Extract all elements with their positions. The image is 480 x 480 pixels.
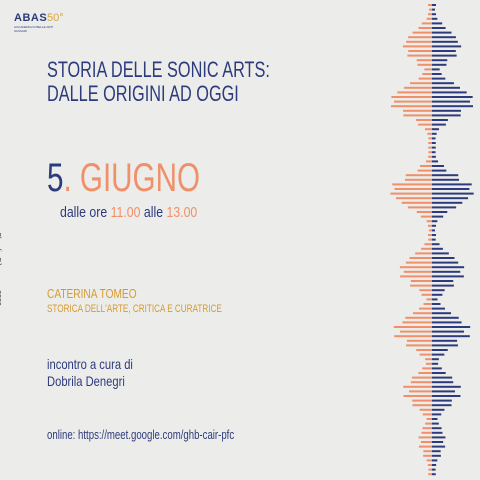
wave-bar-right — [432, 160, 438, 162]
wave-bar-right — [432, 271, 460, 273]
wave-bar-right — [432, 317, 459, 319]
wave-bar-right — [432, 32, 451, 34]
wave-bar-right — [432, 202, 462, 204]
wave-bar-right — [432, 335, 470, 337]
wave-bar-right — [432, 36, 456, 38]
wave-bar-right — [432, 331, 464, 333]
wave-bar-left — [424, 68, 432, 70]
wave-bar-right — [432, 344, 458, 346]
wave-bar-left — [419, 78, 432, 80]
date-month: GIUGNO — [79, 156, 200, 200]
wave-bar-left — [418, 27, 432, 29]
wave-bar-left — [429, 229, 432, 231]
curator-name: Dobrila Denegri — [47, 373, 125, 389]
wave-bar-right — [432, 211, 447, 213]
wave-bar-right — [432, 142, 436, 144]
wave-bar-right — [432, 340, 457, 342]
wave-bar-left — [428, 147, 432, 149]
wave-bar-right — [432, 413, 441, 415]
wave-bar-right — [432, 151, 436, 153]
wave-bar-right — [432, 133, 437, 135]
wave-bar-right — [432, 128, 439, 130]
wave-bar-right — [432, 441, 443, 443]
wave-bar-right — [432, 289, 445, 291]
wave-bar-left — [418, 124, 432, 126]
wave-bar-right — [432, 101, 470, 103]
wave-bar-left — [395, 188, 432, 190]
logo-anniversary: 50° — [47, 12, 64, 24]
wave-bar-right — [432, 165, 444, 167]
time-end: 13.00 — [166, 204, 198, 221]
wave-bar-right — [432, 188, 469, 190]
wave-bar-left — [420, 165, 432, 167]
wave-bar-left — [413, 32, 432, 34]
wave-bar-left — [410, 257, 432, 259]
wave-bar-left — [405, 317, 432, 319]
wave-bar-right — [432, 9, 435, 11]
wave-bar-right — [432, 262, 458, 264]
wave-bar-left — [422, 432, 432, 434]
wave-bar-left — [411, 280, 432, 282]
wave-bar-right — [432, 229, 435, 231]
wave-bar-right — [432, 377, 452, 379]
speaker-role: STORICA DELL'ARTE, CRITICA E CURATRICE — [47, 303, 222, 315]
wave-bar-left — [406, 262, 432, 264]
logo-subtitle: ACCADEMIA DI BELLE ARTI SASSARI — [14, 25, 54, 33]
wave-bar-left — [422, 73, 432, 75]
wave-bar-left — [422, 367, 432, 369]
wave-bar-left — [426, 160, 432, 162]
wave-bar-left — [424, 243, 432, 245]
wave-bar-left — [406, 41, 432, 43]
wave-bar-left — [429, 9, 432, 11]
wave-bar-right — [432, 436, 445, 438]
event-title — [47, 58, 269, 106]
wave-bar-left — [390, 193, 432, 195]
wave-bar-left — [427, 418, 432, 420]
wave-bar-right — [432, 459, 437, 461]
wave-bar-left — [421, 216, 432, 218]
wave-bar-right — [432, 303, 441, 305]
wave-bar-right — [432, 193, 474, 195]
wave-bar-left — [408, 36, 432, 38]
wave-bar-right — [432, 243, 440, 245]
wave-bar-left — [404, 271, 432, 273]
wave-bar-left — [421, 248, 432, 250]
wave-bar-left — [423, 303, 432, 305]
wave-bar-right — [432, 50, 456, 52]
abas-logo — [14, 12, 74, 42]
date-dot: . — [63, 156, 72, 200]
wave-bar-left — [422, 22, 432, 24]
wave-bar-right — [432, 464, 436, 466]
wave-bar-right — [432, 390, 455, 392]
wave-bar-right — [432, 13, 436, 15]
wave-bar-left — [404, 395, 432, 397]
wave-bar-left — [420, 354, 432, 356]
wave-bar-left — [428, 234, 432, 236]
wave-bar-right — [432, 147, 436, 149]
wave-bar-right — [432, 418, 437, 420]
wave-bar-left — [392, 183, 432, 185]
wave-bar-left — [423, 413, 432, 415]
wave-bar-right — [432, 252, 449, 254]
wave-bar-right — [432, 225, 436, 227]
event-time — [60, 204, 197, 221]
wave-bar-left — [426, 298, 432, 300]
wave-bar-left — [418, 170, 432, 172]
wave-bar-left — [408, 50, 432, 52]
wave-bar-right — [432, 239, 436, 241]
wave-bar-right — [432, 64, 446, 66]
wave-bar-right — [432, 216, 443, 218]
wave-bar-right — [432, 372, 446, 374]
wave-bar-right — [432, 82, 454, 84]
wave-bar-right — [432, 349, 448, 351]
wave-bar-left — [428, 239, 432, 241]
wave-bar-right — [432, 298, 438, 300]
wave-bar-right — [432, 308, 445, 310]
title-line-1: STORIA DELLE SONIC ARTS: — [47, 57, 270, 82]
wave-bar-right — [432, 234, 436, 236]
wave-bar-left — [394, 101, 432, 103]
wave-bar-right — [432, 55, 457, 57]
wave-bar-left — [412, 377, 432, 379]
wave-bar-right — [432, 455, 441, 457]
event-date — [47, 158, 200, 198]
wave-bar-right — [432, 179, 459, 181]
wave-bar-right — [432, 321, 462, 323]
wave-bar-right — [432, 174, 458, 176]
wave-bar-left — [423, 455, 432, 457]
wave-bar-left — [428, 4, 432, 6]
online-info — [47, 427, 234, 442]
wave-bar-left — [427, 18, 432, 20]
wave-bar-left — [419, 436, 432, 438]
artwork-credit — [0, 232, 1, 314]
wave-bar-right — [432, 285, 454, 287]
wave-bar-left — [425, 128, 432, 130]
wave-bar-left — [410, 82, 432, 84]
wave-bar-right — [432, 59, 447, 61]
wave-bar-right — [432, 78, 445, 80]
wave-bar-right — [432, 68, 440, 70]
wave-bar-right — [432, 206, 456, 208]
wave-bar-right — [432, 423, 439, 425]
wave-bar-right — [432, 427, 442, 429]
wave-bar-left — [418, 64, 432, 66]
wave-bar-right — [432, 114, 461, 116]
wave-bar-right — [432, 395, 460, 397]
curated-by — [47, 356, 133, 390]
wave-bar-left — [410, 285, 432, 287]
wave-bar-left — [425, 423, 432, 425]
wave-bar-left — [419, 289, 432, 291]
wave-bar-right — [432, 280, 453, 282]
wave-bar-left — [394, 335, 432, 337]
wave-bar-left — [403, 110, 432, 112]
speaker-name: CATERINA TOMEO — [47, 286, 137, 301]
wave-bar-right — [432, 312, 451, 314]
curated-label: incontro a cura di — [47, 356, 133, 372]
wave-bar-right — [432, 363, 438, 365]
wave-bar-right — [432, 4, 436, 6]
wave-bar-left — [404, 87, 432, 89]
wave-bar-left — [394, 326, 432, 328]
wave-bar-right — [432, 110, 461, 112]
wave-bar-right — [432, 91, 467, 93]
wave-bar-left — [417, 211, 432, 213]
title-line-2: DALLE ORIGINI AD OGGI — [47, 81, 239, 106]
wave-bar-left — [428, 473, 432, 475]
wave-bar-right — [432, 432, 442, 434]
wave-bar-left — [406, 344, 432, 346]
wave-bar-right — [432, 248, 443, 250]
wave-bar-right — [432, 197, 468, 199]
date-day: 5 — [47, 156, 64, 200]
sound-wave-graphic — [380, 0, 480, 480]
wave-bar-left — [406, 174, 432, 176]
credit-year — [0, 290, 1, 306]
wave-bar-right — [432, 358, 439, 360]
wave-bar-right — [432, 96, 473, 98]
wave-bar-left — [416, 349, 432, 351]
wave-bar-right — [432, 220, 437, 222]
wave-bar-right — [432, 156, 436, 158]
wave-bar-left — [402, 202, 432, 204]
wave-bar-left — [407, 55, 432, 57]
wave-bar-right — [432, 446, 445, 448]
wave-bar-left — [412, 404, 432, 406]
wave-bar-left — [396, 197, 432, 199]
wave-bar-right — [432, 404, 452, 406]
wave-bar-left — [391, 96, 432, 98]
wave-bar-left — [428, 137, 432, 139]
wave-bar-left — [417, 59, 432, 61]
credit-name — [0, 232, 1, 280]
wave-bar-right — [432, 105, 473, 107]
wave-bar-left — [409, 390, 432, 392]
wave-bar-left — [400, 331, 432, 333]
wave-bar-right — [432, 137, 436, 139]
wave-bar-right — [432, 170, 446, 172]
speaker-block — [47, 286, 283, 315]
wave-bar-right — [432, 367, 442, 369]
wave-bar-left — [425, 358, 432, 360]
wave-bar-left — [418, 372, 432, 374]
wave-bar-right — [432, 27, 446, 29]
wave-bar-left — [422, 294, 432, 296]
wave-bar-left — [419, 446, 432, 448]
wave-bar-right — [432, 450, 441, 452]
wave-bar-right — [432, 183, 472, 185]
wave-bar-right — [432, 400, 452, 402]
wave-bar-left — [428, 156, 432, 158]
wave-bar-right — [432, 124, 446, 126]
wave-bar-left — [427, 220, 432, 222]
wave-bar-left — [428, 142, 432, 144]
wave-bar-right — [432, 381, 453, 383]
wave-bar-left — [428, 469, 432, 471]
wave-bar-right — [432, 386, 461, 388]
wave-bar-left — [415, 252, 432, 254]
wave-bar-right — [432, 275, 464, 277]
wave-bar-left — [419, 308, 432, 310]
wave-bar-left — [428, 13, 432, 15]
wave-bar-left — [427, 459, 432, 461]
wave-bar-right — [432, 257, 454, 259]
wave-bar-right — [432, 266, 464, 268]
wave-bar-left — [420, 409, 432, 411]
wave-bar-left — [427, 133, 432, 135]
wave-bar-right — [432, 409, 444, 411]
wave-bar-left — [428, 464, 432, 466]
wave-bar-left — [416, 119, 432, 121]
logo-text: ABAS — [14, 12, 48, 24]
wave-bar-left — [400, 275, 432, 277]
wave-bar-right — [432, 354, 444, 356]
online-label: online: — [47, 427, 76, 442]
wave-bar-left — [422, 427, 432, 429]
wave-bar-left — [403, 45, 432, 47]
wave-bar-left — [402, 321, 432, 323]
wave-bar-left — [408, 206, 432, 208]
wave-bar-right — [432, 469, 436, 471]
wave-bar-left — [428, 225, 432, 227]
wave-bar-left — [428, 151, 432, 153]
wave-bar-left — [413, 312, 432, 314]
wave-bar-left — [397, 91, 432, 93]
wave-bar-right — [432, 119, 448, 121]
wave-bar-right — [432, 294, 442, 296]
wave-bar-right — [432, 22, 442, 24]
wave-bar-left — [400, 266, 432, 268]
meeting-link[interactable]: https://meet.google.com/ghb-cair-pfc — [78, 427, 235, 442]
wave-bar-right — [432, 41, 458, 43]
wave-bar-right — [432, 87, 460, 89]
wave-bar-left — [412, 400, 432, 402]
wave-bar-left — [423, 450, 432, 452]
time-middle: alle — [143, 204, 164, 221]
time-start: 11.00 — [110, 204, 141, 221]
wave-bar-right — [432, 326, 470, 328]
wave-bar-left — [391, 105, 432, 107]
wave-bar-left — [407, 340, 432, 342]
time-prefix: dalle ore — [60, 204, 108, 221]
wave-bar-right — [432, 45, 461, 47]
wave-bar-left — [421, 441, 432, 443]
wave-bar-right — [432, 473, 436, 475]
wave-bar-left — [403, 114, 432, 116]
wave-bar-left — [411, 381, 432, 383]
wave-bar-left — [403, 386, 432, 388]
wave-bar-right — [432, 73, 442, 75]
wave-bar-left — [405, 179, 432, 181]
wave-bar-right — [432, 18, 437, 20]
wave-bar-left — [426, 363, 432, 365]
